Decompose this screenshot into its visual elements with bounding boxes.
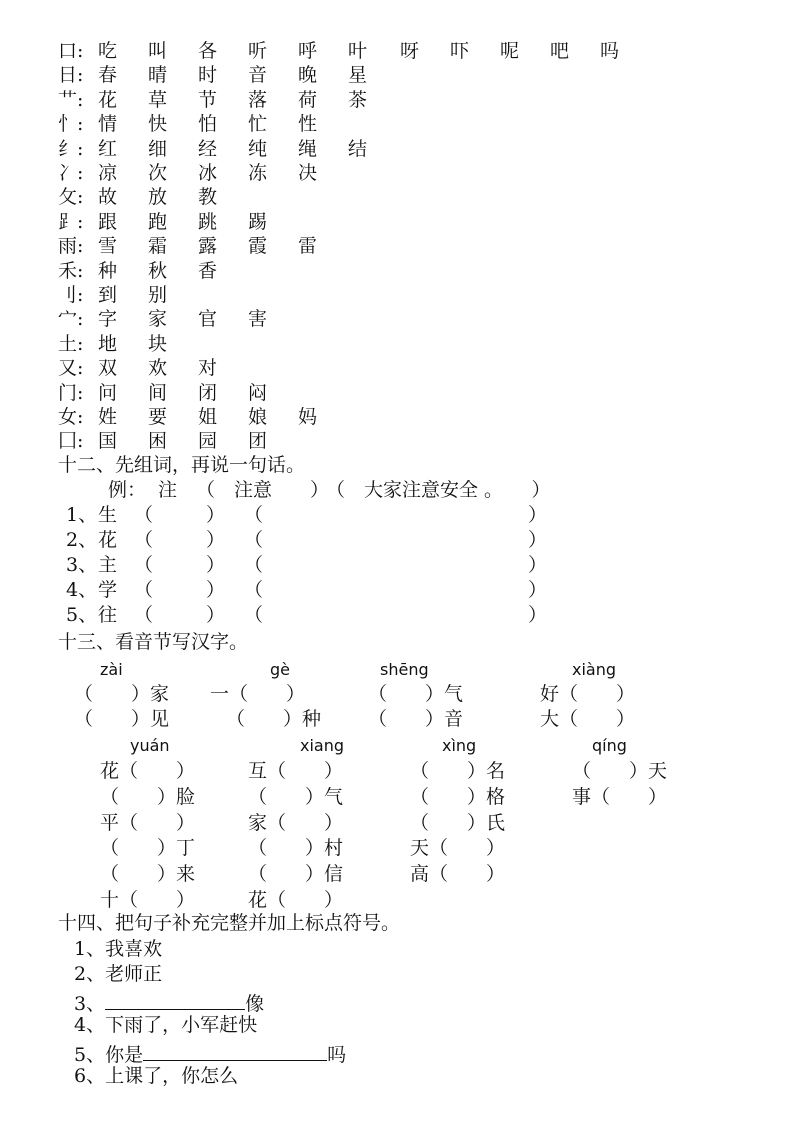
item-char: 生 [98, 504, 118, 526]
radical-char: 结 [348, 137, 368, 160]
radical-char: 姐 [198, 406, 218, 428]
word-paren-open: （ [134, 604, 154, 626]
radical-char: 吓 [450, 40, 470, 62]
item-number: 2、 [74, 963, 106, 986]
fill-blank: 家（ ） [248, 811, 344, 834]
radical-char: 跳 [198, 210, 218, 233]
word-paren-open: （ [134, 529, 154, 551]
radical-char: 故 [98, 186, 118, 209]
radical-char: 困 [148, 430, 168, 453]
radical-char: 花 [98, 88, 118, 111]
radical-label: 艹: [58, 88, 84, 111]
sentence-paren-close: ） [528, 504, 548, 526]
radical-char: 红 [98, 137, 118, 160]
sentence-paren-close: ） [528, 529, 548, 551]
example-lead: 例： [108, 479, 147, 501]
radical-char: 官 [198, 308, 218, 331]
radical-label: 雨: [58, 235, 84, 258]
sentence-item [74, 1042, 346, 1065]
radical-char: 星 [348, 64, 368, 87]
radical-char: 春 [98, 64, 118, 87]
radical-char: 跟 [98, 210, 118, 233]
radical-char: 情 [98, 113, 118, 136]
item-number: 4、 [66, 579, 98, 601]
sentence-paren-close: ） [528, 604, 548, 626]
radical-char: 吧 [550, 40, 570, 62]
answer-blank-line[interactable] [105, 991, 245, 1010]
radical-char: 忙 [248, 113, 268, 136]
item-number: 6、 [74, 1065, 106, 1087]
word-paren-open: （ [134, 504, 154, 526]
item-prefix: 下雨了，小军赶快 [105, 1014, 258, 1037]
radical-label: 门: [58, 381, 84, 404]
pinyin: xiàng [572, 660, 617, 679]
radical-char: 姓 [98, 406, 118, 428]
item-suffix: 吗 [327, 1043, 347, 1066]
radical-char: 问 [98, 381, 118, 404]
fill-blank: 互（ ） [248, 760, 344, 782]
radical-char: 种 [98, 259, 118, 282]
radical-char: 茶 [348, 88, 368, 111]
fill-blank: （ ）音 [368, 708, 464, 730]
radical-char: 吃 [98, 40, 118, 62]
section-title: 十二、先组词，再说一句话。 [58, 454, 306, 476]
radical-char: 快 [148, 113, 168, 136]
radical-char: 雪 [98, 235, 118, 258]
radical-label: 纟: [58, 137, 84, 160]
radical-char: 纯 [248, 137, 268, 160]
radical-char: 对 [198, 357, 218, 380]
radical-char: 晚 [298, 64, 318, 87]
fill-blank: （ ）丁 [100, 837, 196, 860]
radical-char: 音 [248, 64, 268, 87]
fill-blank: 好（ ） [540, 683, 636, 705]
item-number: 1、 [66, 504, 98, 526]
item-prefix: 你是 [105, 1043, 144, 1066]
radical-char: 各 [198, 40, 218, 62]
sentence-item [74, 940, 162, 959]
radical-char: 决 [298, 162, 318, 184]
fill-blank: 大（ ） [540, 708, 636, 730]
radical-label: 刂: [58, 284, 84, 306]
word-paren-close: ） [206, 504, 226, 526]
fill-blank: （ ）脸 [100, 785, 196, 808]
fill-blank: 天（ ） [410, 837, 506, 860]
radical-label: 口: [58, 40, 84, 62]
item-number: 4、 [74, 1014, 106, 1037]
radical-char: 霜 [148, 235, 168, 258]
pinyin: xìng [442, 736, 477, 755]
pinyin: qíng [592, 736, 627, 755]
radical-label: 忄: [58, 113, 84, 136]
radical-label: ⻊: [58, 210, 84, 233]
sentence-item [74, 1067, 238, 1086]
pinyin: yuán [130, 736, 170, 755]
word-paren-close: ） [206, 579, 226, 601]
radical-char: 次 [148, 162, 168, 184]
radical-label: 又: [58, 357, 84, 380]
radical-label: 禾: [58, 259, 84, 282]
fill-blank: 花（ ） [248, 889, 344, 911]
radical-char: 叶 [348, 40, 368, 62]
sentence-paren-open: （ [244, 554, 264, 576]
radical-char: 细 [148, 137, 168, 160]
radical-char: 冰 [198, 162, 218, 184]
item-number: 5、 [66, 604, 98, 626]
fill-blank: 十（ ） [100, 889, 196, 911]
radical-char: 要 [148, 406, 168, 428]
radical-char: 绳 [298, 137, 318, 160]
radical-char: 霞 [248, 235, 268, 258]
section-title: 十三、看音节写汉字。 [58, 631, 249, 653]
item-char: 主 [98, 554, 118, 576]
item-char: 花 [98, 529, 118, 551]
fill-blank: 高（ ） [410, 863, 506, 886]
fill-blank: （ ）种 [226, 708, 322, 730]
radical-char: 放 [148, 186, 168, 209]
fill-blank: 一（ ） [210, 683, 306, 705]
word-paren-open: （ [134, 554, 154, 576]
radical-char: 跑 [148, 210, 168, 233]
radical-char: 叫 [148, 40, 168, 62]
radical-char: 香 [198, 259, 218, 282]
radical-char: 团 [248, 430, 268, 453]
word-paren-close: ） [206, 529, 226, 551]
radical-char: 块 [148, 332, 168, 355]
fill-blank: （ ）格 [410, 785, 506, 808]
radical-char: 妈 [298, 406, 318, 428]
radical-char: 荷 [298, 88, 318, 111]
radical-char: 呼 [298, 40, 318, 62]
radical-char: 害 [248, 308, 268, 331]
sentence-paren-close: ） [528, 554, 548, 576]
radical-char: 教 [198, 186, 218, 209]
example-char: 注 [158, 479, 178, 501]
word-paren-close: ） [206, 604, 226, 626]
radical-char: 性 [298, 113, 318, 136]
radical-char: 呢 [500, 40, 520, 62]
fill-blank: 花（ ） [100, 760, 196, 782]
item-char: 学 [98, 579, 118, 601]
radical-char: 踢 [248, 210, 268, 233]
sentence-paren-open: （ [244, 604, 264, 626]
radical-char: 家 [148, 308, 168, 331]
fill-blank: 平（ ） [100, 811, 196, 834]
answer-blank-line[interactable] [143, 1042, 327, 1061]
radical-label: 囗: [58, 430, 84, 453]
item-char: 往 [98, 604, 118, 626]
item-number: 2、 [66, 529, 98, 551]
sentence-paren-open: （ [244, 529, 264, 551]
radical-char: 呀 [400, 40, 420, 62]
radical-char: 别 [148, 284, 168, 306]
fill-blank: （ ）气 [248, 785, 344, 808]
fill-blank: （ ）家 [74, 683, 170, 705]
item-number: 3、 [66, 554, 98, 576]
radical-char: 吗 [600, 40, 620, 62]
item-number: 1、 [74, 938, 106, 960]
radical-char: 冻 [248, 162, 268, 184]
pinyin: xiang [300, 736, 345, 755]
radical-char: 露 [198, 235, 218, 258]
item-number: 3、 [74, 992, 106, 1015]
section-title: 十四、把句子补充完整并加上标点符号。 [58, 912, 401, 934]
radical-label: 冫: [58, 162, 84, 184]
sentence-paren-close: ） [528, 579, 548, 601]
radical-char: 闭 [198, 381, 218, 404]
item-prefix: 上课了，你怎么 [105, 1065, 239, 1087]
radical-label: 宀: [58, 308, 84, 331]
radical-char: 秋 [148, 259, 168, 282]
sentence-paren-open: （ [244, 504, 264, 526]
radical-char: 欢 [148, 357, 168, 380]
pinyin: gè [270, 660, 290, 679]
sentence-paren-open: （ [244, 579, 264, 601]
fill-blank: （ ）氏 [410, 811, 506, 834]
radical-char: 草 [148, 88, 168, 111]
radical-char: 凉 [98, 162, 118, 184]
radical-char: 听 [248, 40, 268, 62]
fill-blank: 事（ ） [572, 785, 668, 808]
sentence-item [74, 1016, 257, 1035]
radical-char: 怕 [198, 113, 218, 136]
pinyin: zài [100, 660, 123, 679]
radical-char: 字 [98, 308, 118, 331]
sentence-item [74, 965, 162, 984]
fill-blank: （ ）来 [100, 863, 196, 886]
example-sentence: （ 大家注意安全 。 ） [326, 479, 551, 501]
radical-char: 娘 [248, 406, 268, 428]
radical-char: 时 [198, 64, 218, 87]
radical-char: 到 [98, 284, 118, 306]
radical-char: 节 [198, 88, 218, 111]
item-prefix: 我喜欢 [105, 938, 163, 960]
pinyin: shēng [380, 660, 429, 679]
radical-char: 地 [98, 332, 118, 355]
radical-char: 国 [98, 430, 118, 453]
fill-blank: （ ）见 [74, 708, 170, 730]
fill-blank: （ ）名 [410, 760, 506, 782]
radical-label: 攵: [58, 186, 84, 209]
radical-char: 经 [198, 137, 218, 160]
fill-blank: （ ）村 [248, 837, 344, 860]
example-word: （ 注意 ） [196, 479, 330, 501]
word-paren-open: （ [134, 579, 154, 601]
fill-blank: （ ）信 [248, 863, 344, 886]
radical-label: 日: [58, 64, 84, 87]
item-number: 5、 [74, 1043, 106, 1066]
radical-label: 土: [58, 332, 84, 355]
fill-blank: （ ）气 [368, 683, 464, 705]
radical-char: 园 [198, 430, 218, 453]
radical-char: 晴 [148, 64, 168, 87]
item-prefix: 老师正 [105, 963, 163, 986]
radical-label: 女: [58, 406, 84, 428]
fill-blank: （ ）天 [572, 760, 668, 782]
sentence-item [74, 991, 264, 1014]
item-suffix: 像 [245, 992, 265, 1015]
radical-char: 落 [248, 88, 268, 111]
radical-char: 闷 [248, 381, 268, 404]
radical-char: 双 [98, 357, 118, 380]
radical-char: 雷 [298, 235, 318, 258]
radical-char: 间 [148, 381, 168, 404]
word-paren-close: ） [206, 554, 226, 576]
